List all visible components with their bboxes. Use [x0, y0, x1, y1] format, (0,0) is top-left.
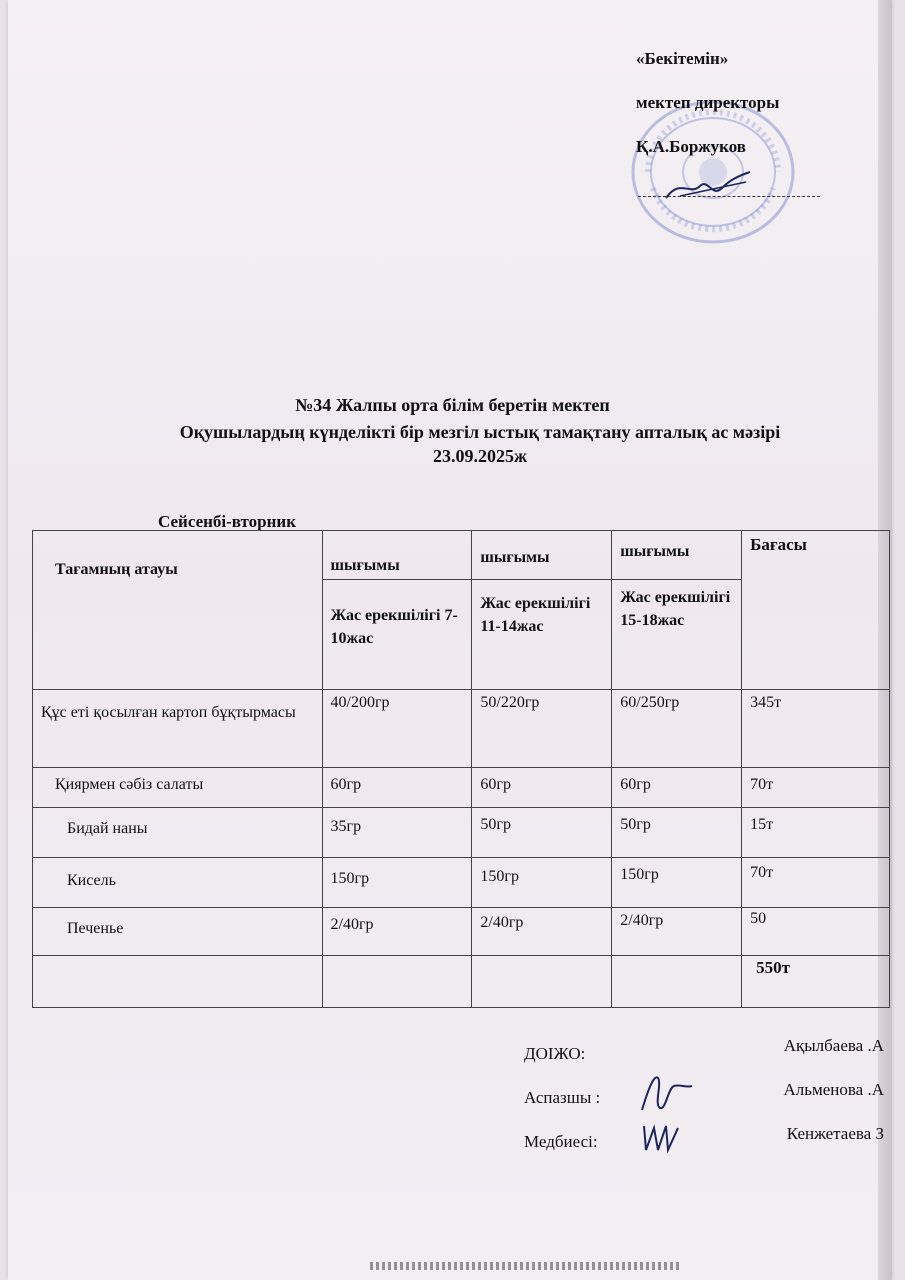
food-name-cell: Құс еті қосылған картоп бұқтырмасы [33, 690, 323, 768]
signature-row [524, 1036, 884, 1080]
table-total-row [33, 956, 890, 1008]
food-name-cell: Бидай наны [33, 808, 323, 858]
cook-signature-icon [636, 1070, 696, 1114]
approval-director-name: Қ.А.Боржуков [636, 137, 746, 156]
signature-role: Аспазшы : [524, 1088, 601, 1107]
header-price: Бағасы [742, 531, 890, 690]
output-7-10-cell: 40/200гр [322, 690, 472, 768]
food-name-cell: Кисель [33, 858, 323, 908]
menu-title [120, 420, 840, 468]
signature-name: Ақылбаева .А [783, 1036, 884, 1055]
output-11-14-cell: 2/40гр [472, 908, 612, 956]
total-empty-cell [612, 956, 742, 1008]
total-price-cell: 550т [742, 956, 890, 1008]
food-name-cell: Қиярмен сәбіз салаты [33, 768, 323, 808]
price-cell: 345т [742, 690, 890, 768]
signature-row [524, 1080, 884, 1124]
menu-title-text: Оқушылардың күнделікті бір мезгіл ыстық тамақтану апталық ас мәзірі [179, 422, 781, 442]
header-output-3: шығымы [612, 531, 742, 580]
director-signature-icon [660, 168, 760, 208]
menu-table [32, 530, 890, 1008]
signature-row [524, 1124, 884, 1168]
nurse-signature-icon [638, 1116, 694, 1156]
table-row [33, 908, 890, 956]
menu-day: Сейсенбі-вторник [158, 512, 297, 531]
output-7-10-cell: 60гр [322, 768, 472, 808]
table-row [33, 768, 890, 808]
output-11-14-cell: 150гр [472, 858, 612, 908]
table-row [33, 808, 890, 858]
header-age-15-18: Жас ерекшілігі 15-18жас [612, 580, 742, 690]
signature-block [524, 1036, 884, 1168]
output-11-14-cell: 60гр [472, 768, 612, 808]
total-empty-cell [472, 956, 612, 1008]
output-15-18-cell: 150гр [612, 858, 742, 908]
table-header-row [33, 531, 890, 580]
approval-block [636, 48, 779, 180]
header-output-2: шығымы [472, 531, 612, 580]
approval-label: «Бекітемін» [636, 49, 729, 68]
header-age-11-14: Жас ерекшілігі 11-14жас [472, 580, 612, 690]
output-11-14-cell: 50гр [472, 808, 612, 858]
output-15-18-cell: 2/40гр [612, 908, 742, 956]
school-name: №34 Жалпы орта білім беретін мектеп [295, 395, 610, 415]
director-signature-line [638, 196, 820, 197]
output-15-18-cell: 60гр [612, 768, 742, 808]
menu-date: 23.09.2025ж [432, 446, 528, 466]
output-7-10-cell: 2/40гр [322, 908, 472, 956]
output-7-10-cell: 150гр [322, 858, 472, 908]
output-11-14-cell: 50/220гр [472, 690, 612, 768]
total-empty-cell [322, 956, 472, 1008]
price-cell: 70т [742, 858, 890, 908]
table-row [33, 690, 890, 768]
signature-role: Медбиесі: [524, 1132, 598, 1151]
output-15-18-cell: 60/250гр [612, 690, 742, 768]
binding-edge [370, 1262, 680, 1270]
food-name-cell: Печенье [33, 908, 323, 956]
header-output-1: шығымы [322, 531, 472, 580]
price-cell: 70т [742, 768, 890, 808]
header-age-7-10: Жас ерекшілігі 7-10жас [322, 580, 472, 690]
signature-name: Кенжетаева З [786, 1124, 884, 1143]
price-cell: 15т [742, 808, 890, 858]
price-cell: 50 [742, 908, 890, 956]
output-7-10-cell: 35гр [322, 808, 472, 858]
header-food-name: Тағамның атауы [33, 531, 323, 690]
signature-name: Альменова .А [783, 1080, 884, 1099]
output-15-18-cell: 50гр [612, 808, 742, 858]
signature-role: ДОІЖО: [524, 1044, 586, 1063]
table-row [33, 858, 890, 908]
total-empty-cell [33, 956, 323, 1008]
approval-position: мектеп директоры [636, 93, 780, 112]
